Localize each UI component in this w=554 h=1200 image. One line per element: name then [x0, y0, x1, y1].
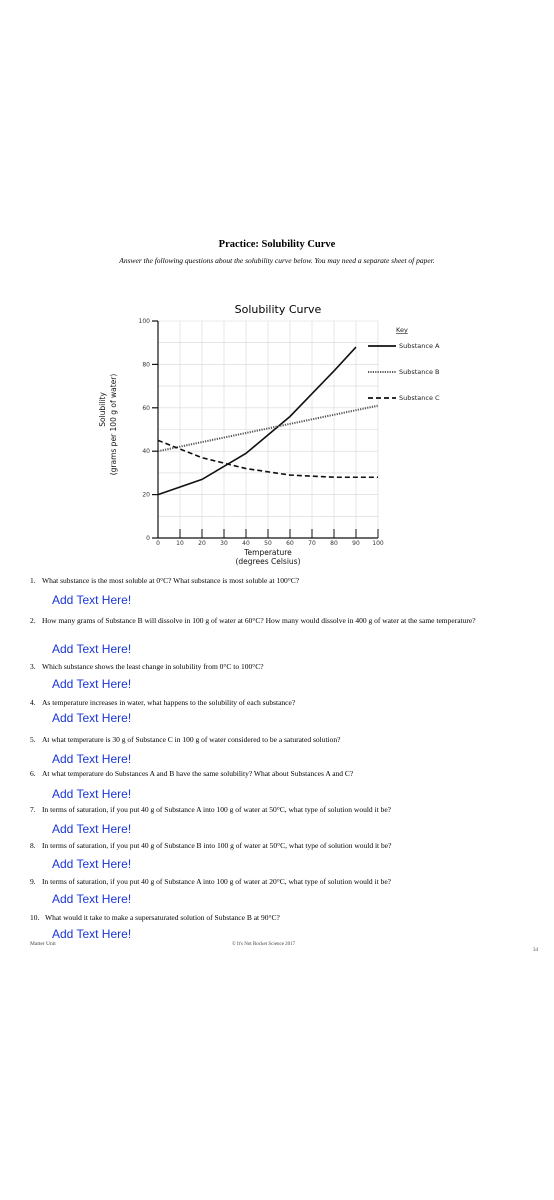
y-tick-label: 60	[142, 404, 150, 412]
question-6	[30, 769, 530, 778]
question-2	[30, 616, 530, 625]
x-tick-label: 10	[176, 540, 184, 547]
question-3	[30, 662, 530, 671]
answer-field-6[interactable]: Add Text Here!	[52, 787, 132, 801]
question-7	[30, 805, 530, 814]
question-9	[30, 877, 530, 886]
footer-unit-label: Matter Unit	[30, 941, 56, 947]
legend-label: Substance C	[399, 394, 440, 402]
y-tick-label: 100	[138, 318, 150, 325]
question-number: 3.	[30, 662, 36, 671]
footer-copyright: © It's Not Rocket Science 2017	[232, 942, 296, 947]
y-tick-label: 80	[142, 361, 150, 369]
question-text: As temperature increases in water, what happens to the solubility of each substance?	[42, 698, 296, 707]
y-axis-sublabel: (grams per 100 g of water)	[109, 373, 118, 476]
answer-field-7[interactable]: Add Text Here!	[52, 822, 132, 836]
x-tick-label: 80	[330, 540, 338, 547]
x-tick-label: 30	[220, 540, 228, 547]
question-5	[30, 735, 530, 744]
x-tick-label: 50	[264, 540, 272, 547]
question-text: How many grams of Substance B will dissolve in 100 g of water at 60°C? How many would dissolve in 400 g of water at the same temperature?	[42, 616, 476, 625]
answer-field-3[interactable]: Add Text Here!	[52, 677, 132, 691]
question-number: 9.	[30, 877, 36, 886]
question-number: 1.	[30, 576, 36, 585]
worksheet-title: Practice: Solubility Curve	[218, 239, 336, 250]
question-number: 5.	[30, 735, 36, 744]
page-number: 34	[533, 948, 538, 953]
legend-label: Substance A	[399, 342, 440, 350]
x-tick-label: 60	[286, 540, 294, 547]
answer-field-4[interactable]: Add Text Here!	[52, 711, 132, 725]
legend-title: Key	[396, 326, 408, 334]
question-text: At what temperature is 30 g of Substance C in 100 g of water considered to be a saturated solution?	[42, 735, 341, 744]
x-axis-sublabel: (degrees Celsius)	[235, 557, 301, 566]
y-axis-label: Solubility	[98, 392, 107, 427]
question-number: 2.	[30, 616, 36, 625]
x-tick-label: 40	[242, 540, 250, 547]
solubility-chart	[88, 298, 468, 566]
question-8	[30, 841, 530, 850]
question-text: In terms of saturation, if you put 40 g of Substance A into 100 g of water at 20°C, what type of solution would it be?	[42, 877, 391, 886]
question-1	[30, 576, 530, 585]
question-text: In terms of saturation, if you put 40 g of Substance A into 100 g of water at 50°C, what type of solution would it be?	[42, 805, 391, 814]
y-tick-label: 40	[142, 448, 150, 456]
answer-field-9[interactable]: Add Text Here!	[52, 892, 132, 906]
x-tick-label: 20	[198, 540, 206, 547]
answer-field-1[interactable]: Add Text Here!	[52, 593, 132, 607]
x-tick-label: 90	[352, 540, 360, 547]
question-number: 8.	[30, 841, 36, 850]
x-tick-label: 0	[156, 540, 160, 547]
question-4	[30, 698, 530, 707]
question-text: In terms of saturation, if you put 40 g of Substance B into 100 g of water at 50°C, what type of solution would it be?	[42, 841, 392, 850]
answer-field-8[interactable]: Add Text Here!	[52, 857, 132, 871]
question-text: What would it take to make a supersaturated solution of Substance B at 90°C?	[45, 913, 280, 922]
question-text: At what temperature do Substances A and B have the same solubility? What about Substances A and C?	[42, 769, 354, 778]
question-text: Which substance shows the least change in solubility from 0°C to 100°C?	[42, 662, 264, 671]
answer-field-5[interactable]: Add Text Here!	[52, 752, 132, 766]
answer-field-2[interactable]: Add Text Here!	[52, 642, 132, 656]
y-tick-label: 20	[142, 491, 150, 499]
x-axis-label: Temperature	[244, 548, 292, 557]
question-10	[30, 913, 530, 922]
series-line-substance-a	[158, 347, 356, 495]
worksheet-page	[0, 200, 554, 958]
question-number: 4.	[30, 698, 36, 707]
question-number: 6.	[30, 769, 36, 778]
y-tick-label: 0	[146, 535, 150, 542]
legend-label: Substance B	[399, 368, 440, 376]
question-number: 10.	[30, 913, 40, 922]
chart-title: Solubility Curve	[234, 303, 322, 316]
x-tick-label: 100	[372, 540, 384, 547]
x-tick-label: 70	[308, 540, 316, 547]
worksheet-instructions: Answer the following questions about the solubility curve below. You may need a separate sheet of paper.	[119, 256, 435, 265]
answer-field-10[interactable]: Add Text Here!	[52, 927, 132, 941]
question-number: 7.	[30, 805, 36, 814]
question-text: What substance is the most soluble at 0°C? What substance is most soluble at 100°C?	[42, 576, 300, 585]
